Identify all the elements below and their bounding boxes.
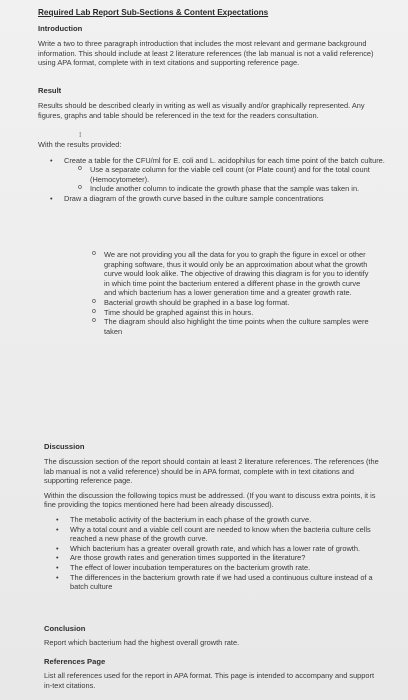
conclusion-heading: Conclusion bbox=[44, 624, 86, 633]
introduction-section bbox=[38, 24, 388, 68]
page-title: Required Lab Report Sub-Sections & Content Expectations bbox=[38, 8, 269, 17]
list-item bbox=[38, 156, 388, 194]
diagram-sub-list bbox=[90, 250, 374, 336]
conclusion-text: Report which bacterium had the highest overall growth rate. bbox=[44, 638, 240, 647]
discussion-paragraph-2: Within the discussion the following topics must be addressed. (If you want to discuss extra points, it is fine providing the topics mentioned here had been already discussed). bbox=[44, 490, 376, 510]
discussion-bullet-list bbox=[44, 515, 380, 592]
list-item: • Which bacterium has a greater overall growth rate, and which has a lower rate of growth. bbox=[44, 544, 380, 554]
list-item: • The differences in the bacterium growth rate if we had used a continuous culture instead of a batch culture bbox=[44, 573, 380, 592]
list-item: • Are those growth rates and generation times supported in the literature? bbox=[44, 553, 380, 563]
result-heading: Result bbox=[38, 86, 62, 95]
discussion-section bbox=[44, 442, 380, 592]
list-item: • Draw a diagram of the growth curve based in the culture sample concentrations bbox=[38, 194, 388, 204]
list-item: • The effect of lower incubation temperatures on the bacterium growth rate. bbox=[44, 563, 380, 573]
list-item: o Time should be graphed against this in hours. bbox=[90, 308, 374, 318]
list-item: o The diagram should also highlight the time points when the culture samples were taken bbox=[90, 317, 374, 336]
references-heading: References Page bbox=[44, 657, 106, 666]
list-item: o We are not providing you all the data for you to graph the figure in excel or other graphing software, thus it would only be an approximation about what the growth curve would look alike. The objective of drawing this diagram is for you to identify in which time point the bacterium entered a different phase in the growth curve and which bacterium has a lower generation time and a greater growth rate. bbox=[90, 250, 374, 298]
references-text: List all references used for the report in APA format. This page is intended to accompany and support in-text citations. bbox=[44, 671, 375, 690]
list-item: o Bacterial growth should be graphed in a base log format. bbox=[90, 298, 374, 308]
conclusion-section bbox=[44, 624, 380, 648]
list-item: o Include another column to indicate the growth phase that the sample was taken in. bbox=[76, 184, 388, 194]
results-provided-block bbox=[38, 140, 388, 204]
list-item-text: Create a table for the CFU/ml for E. coli and L. acidophilus for each time point of the batch culture. bbox=[64, 155, 385, 165]
diagram-sub-list-block bbox=[90, 250, 374, 336]
results-bullet-list bbox=[38, 156, 388, 204]
list-item: • Why a total count and a viable cell count are needed to know when the bacteria culture cells reached a new phase of the growth curve. bbox=[44, 525, 380, 544]
list-item: • The metabolic activity of the bacterium in each phase of the growth curve. bbox=[44, 515, 380, 525]
discussion-heading: Discussion bbox=[44, 442, 85, 451]
introduction-heading: Introduction bbox=[38, 24, 83, 33]
discussion-paragraph-1: The discussion section of the report should contain at least 2 literature references. The references (the lab manual is not a valid reference) should be in APA format, complete with in text citations and supporting reference page. bbox=[44, 457, 379, 486]
references-section bbox=[44, 657, 380, 690]
introduction-text: Write a two to three paragraph introduction that includes the most relevant and germane background information. This should include at least 2 literature references (the lab manual is not a valid reference) using APA format, complete with in text citations and supporting reference page. bbox=[38, 39, 374, 68]
text-cursor-mark: I bbox=[79, 131, 82, 139]
result-section bbox=[38, 86, 388, 120]
table-sub-list bbox=[76, 165, 388, 194]
result-text: Results should be described clearly in writing as well as visually and/or graphically represented. Any figures, graphs and table should be referenced in the text for the readers consultation. bbox=[38, 101, 365, 120]
list-item: o Use a separate column for the viable cell count (or Plate count) and for the total count (Hemocytometer). bbox=[76, 165, 388, 184]
with-results-label: With the results provided: bbox=[38, 140, 122, 149]
